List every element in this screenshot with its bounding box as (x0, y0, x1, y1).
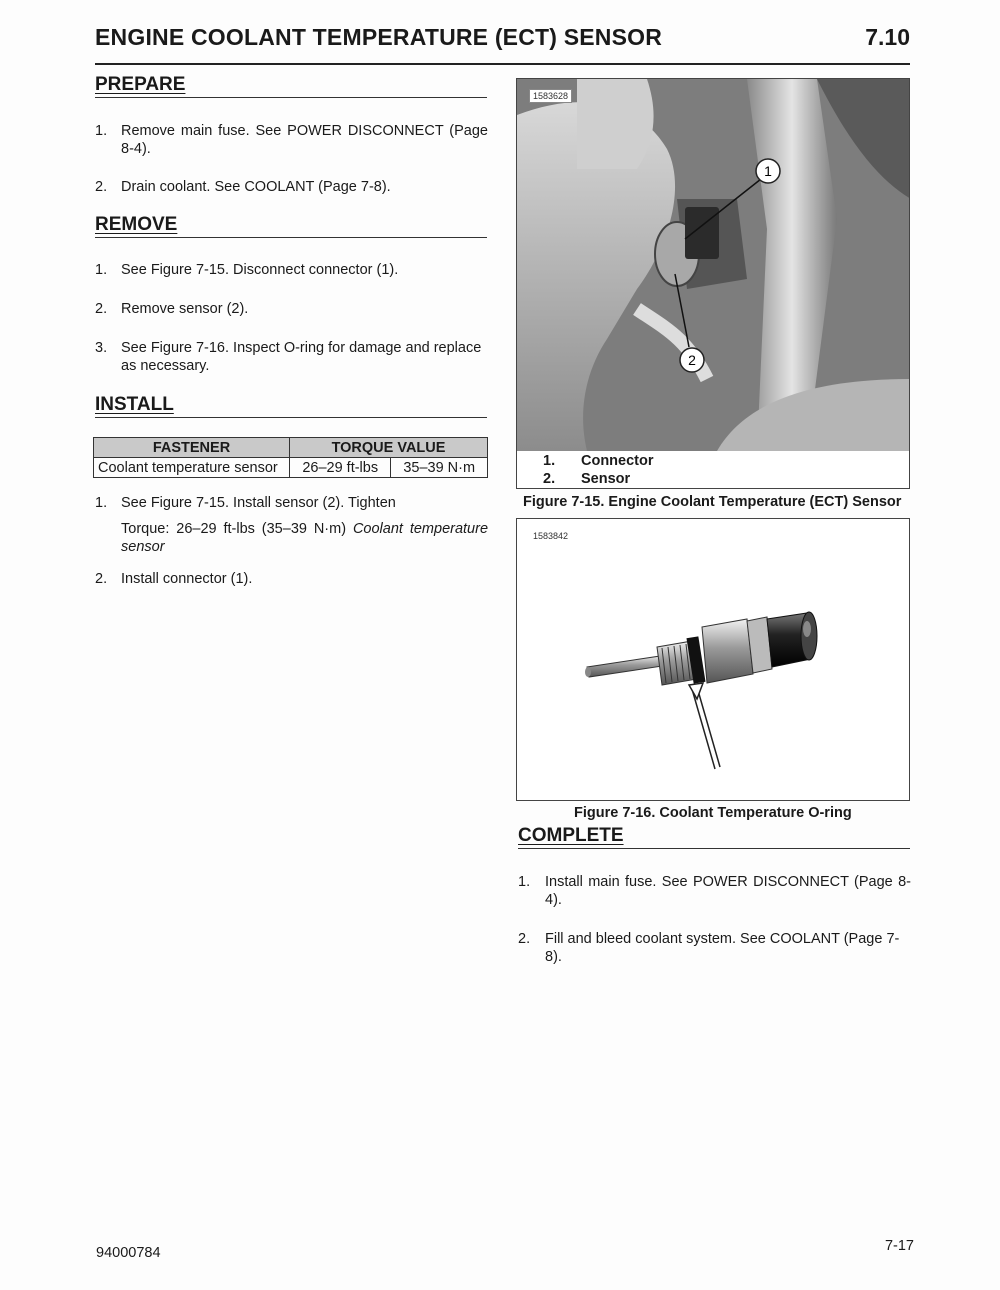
install-step-2: 2. Install connector (1). (95, 571, 253, 587)
document-number: 94000784 (96, 1245, 161, 1261)
figure-7-15-caption: Figure 7-15. Engine Coolant Temperature (ECT) Sensor (523, 494, 902, 510)
o-ring-sensor-drawing (517, 519, 911, 802)
install-step-1: 1. See Figure 7-15. Install sensor (2). Tighten Torque: 26–29 ft-lbs (35–39 N·m) Coolant temperature sensor (95, 495, 489, 555)
figure-id: 1583842 (533, 531, 569, 541)
complete-heading: COMPLETE (518, 825, 910, 849)
prepare-heading: PREPARE (95, 74, 487, 98)
torque-spec: Torque: 26–29 ft-lbs (35–39 N·m) Coolant temperature sensor (121, 521, 489, 555)
figure-7-16-caption: Figure 7-16. Coolant Temperature O-ring (574, 805, 852, 821)
cell-fastener: Coolant temperature sensor (94, 458, 290, 478)
complete-step-2: 2. Fill and bleed coolant system. See COOLANT (Page 7-8). (518, 931, 900, 965)
table-header-torque: TORQUE VALUE (290, 438, 488, 458)
figure-7-16 (516, 518, 910, 801)
remove-step-3: 3. See Figure 7-16. Inspect O-ring for damage and replace as necessary. (95, 340, 482, 374)
callout-2: 2 (688, 352, 696, 368)
legend-item-1: 1. Connector (543, 453, 654, 469)
header-rule (95, 63, 910, 65)
prepare-step-2: 2. Drain coolant. See COOLANT (Page 7-8). (95, 179, 391, 195)
torque-table (93, 437, 488, 478)
ect-sensor-photo (517, 79, 910, 489)
install-heading: INSTALL (95, 394, 487, 418)
remove-step-1: 1. See Figure 7-15. Disconnect connector (1). (95, 262, 399, 278)
figure-7-15 (516, 78, 910, 489)
section-number: 7.10 (865, 24, 910, 50)
remove-heading: REMOVE (95, 214, 487, 238)
cell-nm: 35–39 N·m (391, 458, 488, 478)
table-row (94, 458, 488, 478)
legend-item-2: 2. Sensor (543, 471, 631, 487)
page-number: 7-17 (884, 1238, 914, 1254)
prepare-step-1: 1. Remove main fuse. See POWER DISCONNECT (Page 8-4). (95, 123, 488, 157)
cell-ftlbs: 26–29 ft-lbs (290, 458, 391, 478)
callout-1: 1 (764, 163, 772, 179)
remove-step-2: 2. Remove sensor (2). (95, 301, 249, 317)
page-title: ENGINE COOLANT TEMPERATURE (ECT) SENSOR (95, 24, 663, 50)
table-header-fastener: FASTENER (94, 438, 290, 458)
figure-id: 1583628 (529, 89, 572, 103)
complete-step-1: 1. Install main fuse. See POWER DISCONNECT (Page 8-4). (518, 874, 911, 908)
